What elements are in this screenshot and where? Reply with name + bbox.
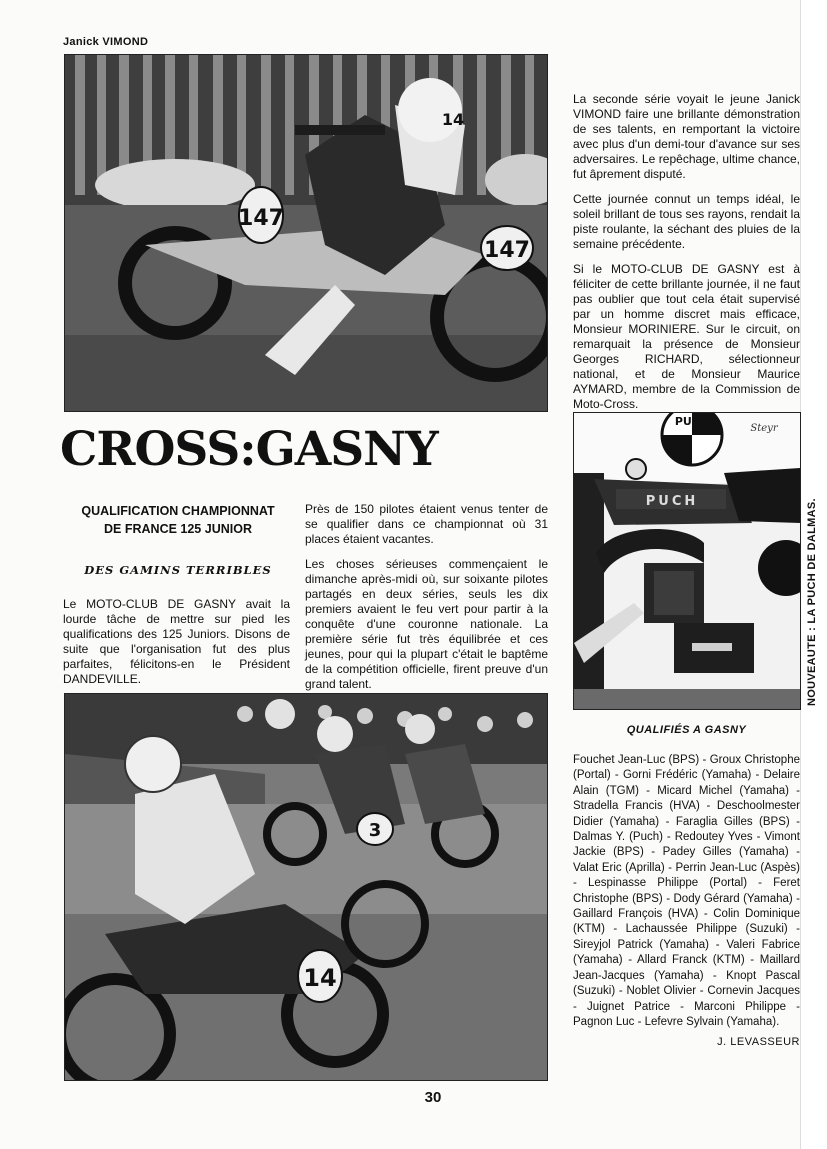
author: J. LEVASSEUR <box>717 1036 800 1048</box>
photo-caption-vertical: NOUVEAUTE : LA PUCH DE DALMAS. <box>806 498 818 706</box>
subtitle-line-2: DE FRANCE 125 JUNIOR <box>104 522 252 536</box>
fork-plate-number: 147 <box>238 206 284 231</box>
photo-rider-cornering-image <box>65 55 547 411</box>
photo-puch-bike <box>573 412 801 710</box>
paragraph-weather: Cette journée connut un temps idéal, le soleil brillant de tous ses rayons, rendait la piste roulante, la séchant des pluies de la semaine précédente. <box>573 192 800 251</box>
photo-riders-group-image <box>65 694 547 1080</box>
banner-brand: PUCH <box>674 415 710 428</box>
photo-rider-cornering <box>64 54 548 412</box>
paragraph-first-series: Les choses sérieuses commençaient le dimanche après-midi où, sur soixante pilotes partagés en deux séries, seuls les dix premiers avaient le feu vert pour partir à la conquête d'une couronne nationale. La première série fut très équilibrée et ces jeunes, pour qui la plupart c'était le baptême de la compétition officielle, firent preuve d'un grand talent. <box>305 557 548 691</box>
qualified-list: Fouchet Jean-Luc (BPS) - Groux Christophe (Portal) - Gorni Frédéric (Yamaha) - Delaire Alain (TGM) - Micard Michel (Yamaha) - Stradella Francis (HVA) - Deschoolmester Didier (Yamaha) - Faraglia Gilles (BPS) - Dalmas Y. (Puch) - Redoutey Yves - Vimont Jackie (BPS) - Padey Gilles (Yamaha) - Valat Eric (Aprilla) - Perrin Jean-Luc (Aspès) - Lespinasse Philippe (Portal) - Feret Christophe (BPS) - Dody Gérard (Yamaha) - Gaillard François (HVA) - Colin Dominique (KTM) - Lachaussée Philippe (Suzuki) - Sireyjol Patrick (Yamaha) - Valeri Fabrice (Yamaha) - Allard Franck (KTM) - Maillard Jean-Jacques (Yamaha) - Knopt Pascal (Suzuki) - Noblet Olivier - Cornevin Jacques - Juignet Patrice - Marconi Philippe - Pagnon Luc - Lefevre Sylvain (Yamaha). <box>573 754 800 1028</box>
subtitle-line-1: QUALIFICATION CHAMPIONNAT <box>81 504 275 518</box>
paragraph-intro: Le MOTO-CLUB DE GASNY avait la lourde tâche de mettre sur pied les qualifications des 125 Juniors. Disons de suite que l'organisation fut des plus parfaites, félicitons-en le Président DANDEVILLE. <box>63 597 290 686</box>
side-plate-number: 147 <box>484 238 530 263</box>
photo-riders-group <box>64 693 548 1081</box>
photo-puch-bike-image <box>574 413 800 709</box>
paragraph-organisers: Si le MOTO-CLUB DE GASNY est à féliciter de cette brillante journée, il ne faut pas oublier que tout cela était supervisé par un homme discret mais efficace, Monsieur MORINIERE. Sur le circuit, on remarquait la présence de Monsieur Georges RICHARD, sélectionneur national, et de Monsieur Maurice AYMARD, membre de la Commission de Moto-Cross. <box>573 262 800 411</box>
kicker: DES GAMINS TERRIBLES <box>84 563 272 577</box>
paragraph-entrants: Près de 150 pilotes étaient venus tenter de se qualifier dans ce championnat où 31 places étaient vacantes. <box>305 502 548 546</box>
helmet-number: 14 <box>441 110 465 129</box>
paragraph-second-series: La seconde série voyait le jeune Janick VIMOND faire une brillante démonstration de ses talents, en remportant la victoire avec plus d'un demi-tour d'avance sur ses adversaires. Le repêchage, ultime chance, fut âprement disputé. <box>573 92 800 181</box>
article-column-middle <box>305 502 548 702</box>
mid-plate-number: 3 <box>368 820 382 841</box>
lead-plate-number: 14 <box>303 964 337 992</box>
page-number: 30 <box>424 1089 442 1106</box>
qualified-title: QUALIFIÉS A GASNY <box>626 724 747 736</box>
article-column-right <box>573 92 800 422</box>
subtitle <box>66 502 290 538</box>
headline: CROSS:GASNY <box>60 422 438 477</box>
photo-credit: Janick VIMOND <box>63 36 149 48</box>
tank-brand: PUCH <box>645 494 699 509</box>
banner-script: Steyr <box>750 423 778 434</box>
